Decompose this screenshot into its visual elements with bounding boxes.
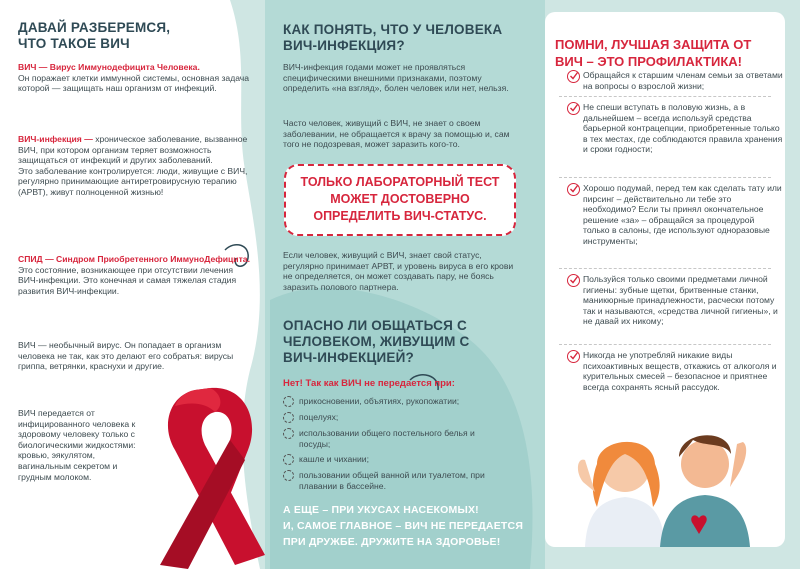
aids-term: СПИД — Синдром Приобретенного ИммуноДефицита. bbox=[18, 254, 250, 264]
virus-text: ВИЧ — необычный вирус. Он попадает в организм человека не так, как это делают его собратья: вирусы гриппа, ветрянки, краснухи и другие. bbox=[18, 340, 234, 372]
aids-definition bbox=[18, 254, 250, 296]
red-ribbon-icon bbox=[140, 380, 275, 569]
list-item: прикосновении, объятиях, рукопожатии; bbox=[283, 396, 534, 407]
unaware-text: Часто человек, живущий с ВИЧ, не знает о своем заболевании, не обращается к врачу за помощью и, сам того не подозревая, может заразить кого-то. bbox=[283, 118, 510, 150]
infection-definition bbox=[18, 134, 250, 198]
check-icon bbox=[567, 70, 580, 83]
footer-line-2: И, САМОЕ ГЛАВНОЕ – ВИЧ НЕ ПЕРЕДАЕТСЯ bbox=[283, 520, 524, 532]
lab-test-banner bbox=[284, 164, 516, 236]
footer-line-3: ПРИ ДРУЖБЕ. ДРУЖИТЕ НА ЗДОРОВЬЕ! bbox=[283, 536, 501, 548]
list-item: использовании общего постельного белья и посуды; bbox=[283, 428, 494, 449]
section-title: КАК ПОНЯТЬ, ЧТО У ЧЕЛОВЕКА ВИЧ-ИНФЕКЦИЯ? bbox=[283, 22, 503, 53]
banner-text: ТОЛЬКО ЛАБОРАТОРНЫЙ ТЕСТ МОЖЕТ ДОСТОВЕРНО ОПРЕДЕЛИТЬ ВИЧ-СТАТУС. bbox=[300, 175, 500, 223]
hiv-text: Он поражает клетки иммунной системы, основная задача которой — защищать наш организм от инфекций. bbox=[18, 72, 250, 94]
column-what-is-hiv bbox=[0, 0, 265, 569]
prevention-card bbox=[545, 12, 785, 547]
section-title: ДАВАЙ РАЗБЕРЕМСЯ, ЧТО ТАКОЕ ВИЧ bbox=[18, 20, 171, 51]
divider bbox=[559, 268, 771, 269]
divider bbox=[559, 344, 771, 345]
prevention-item: Обращайся к старшим членам семьи за ответами на вопросы о взрослой жизни; bbox=[567, 70, 783, 91]
check-icon bbox=[567, 274, 580, 287]
circle-icon bbox=[283, 470, 294, 481]
check-icon bbox=[567, 183, 580, 196]
check-icon bbox=[567, 350, 580, 363]
divider bbox=[559, 177, 771, 178]
prevention-item: Хорошо подумай, перед тем как сделать тату или пирсинг – действительно ли тебе это необходимо? Если ты принял окончательное решение «за» – обращайся за процедурой только в салоны, где используют одноразовые инструменты; bbox=[567, 183, 783, 247]
arvt-text: Если человек, живущий с ВИЧ, знает свой статус, регулярно принимает АРВТ, и уровень вируса в его крови не определяется, он может создавать пару, не боясь заразить полового партнера. bbox=[283, 250, 514, 292]
list-item: пользовании общей ванной или туалетом, при плавании в бассейне. bbox=[283, 470, 494, 491]
teenagers-illustration bbox=[575, 412, 755, 547]
no-transmission-heading: Нет! Так как ВИЧ не передается при: bbox=[283, 378, 455, 389]
circle-icon bbox=[283, 454, 294, 465]
list-item: поцелуях; bbox=[283, 412, 534, 423]
infection-term: ВИЧ-инфекция — bbox=[18, 134, 93, 144]
list-item: кашле и чихании; bbox=[283, 454, 534, 465]
footer-line-1: А ЕЩЕ – ПРИ УКУСАХ НАСЕКОМЫХ! bbox=[283, 504, 479, 516]
infection-text-2: Это заболевание контролируется: люди, живущие с ВИЧ, регулярно принимающие антиретровирусную терапию (АРВТ), живут полноценной жизнью! bbox=[18, 165, 248, 197]
circle-icon bbox=[283, 428, 294, 439]
section-title-2: ОПАСНО ЛИ ОБЩАТЬСЯ С ЧЕЛОВЕКОМ, ЖИВУЩИМ С ВИЧ-ИНФЕКЦИЕЙ? bbox=[283, 318, 470, 365]
infection-text: хроническое заболевание, вызванное ВИЧ, при котором организм теряет возможность защищаться от инфекций и других заболеваний. bbox=[18, 134, 248, 166]
intro-text: ВИЧ-инфекция годами может не проявляться специфическими внешними признаками, поэтому определить «на взгляд», болен человек или нет, нельзя. bbox=[283, 62, 509, 94]
column-how-to-know bbox=[265, 0, 530, 569]
transmission-text: ВИЧ передается от инфицированного человека к здоровому человеку только с биологическими жидкостями: кровью, эякулятом, вагинальным секретом и грудным молоком. bbox=[18, 408, 136, 482]
prevention-item: Никогда не употребляй никакие виды психоактивных веществ, откажись от алкоголя и курительных смесей – безопасное и приятнее всегда сохранять ясный рассудок. bbox=[567, 350, 783, 392]
prevention-item: Пользуйся только своими предметами личной гигиены: зубные щетки, бритвенные станки, маникюрные принадлежности, расчески потому так и называются, «средства личной гигиены», и не давай их никому; bbox=[567, 274, 783, 327]
hiv-term: ВИЧ — Вирус Иммунодефицита Человека. bbox=[18, 62, 200, 72]
circle-icon bbox=[283, 396, 294, 407]
prevention-item: Не спеши вступать в половую жизнь, а в дальнейшем – всегда используй средства барьерной контрацепции, приобретенные только в тех местах, где соблюдаются правила хранения и сроки годности; bbox=[567, 102, 783, 155]
aids-text: Это состояние, возникающее при отсутствии лечения ВИЧ-инфекции. Это конечная и самая тяжелая стадия развития ВИЧ-инфекции. bbox=[18, 264, 237, 296]
divider bbox=[559, 96, 771, 97]
circle-icon bbox=[283, 412, 294, 423]
hiv-definition bbox=[18, 62, 250, 94]
section-title: ПОМНИ, ЛУЧШАЯ ЗАЩИТА ОТ ВИЧ – ЭТО ПРОФИЛАКТИКА! bbox=[555, 37, 752, 69]
check-icon bbox=[567, 102, 580, 115]
